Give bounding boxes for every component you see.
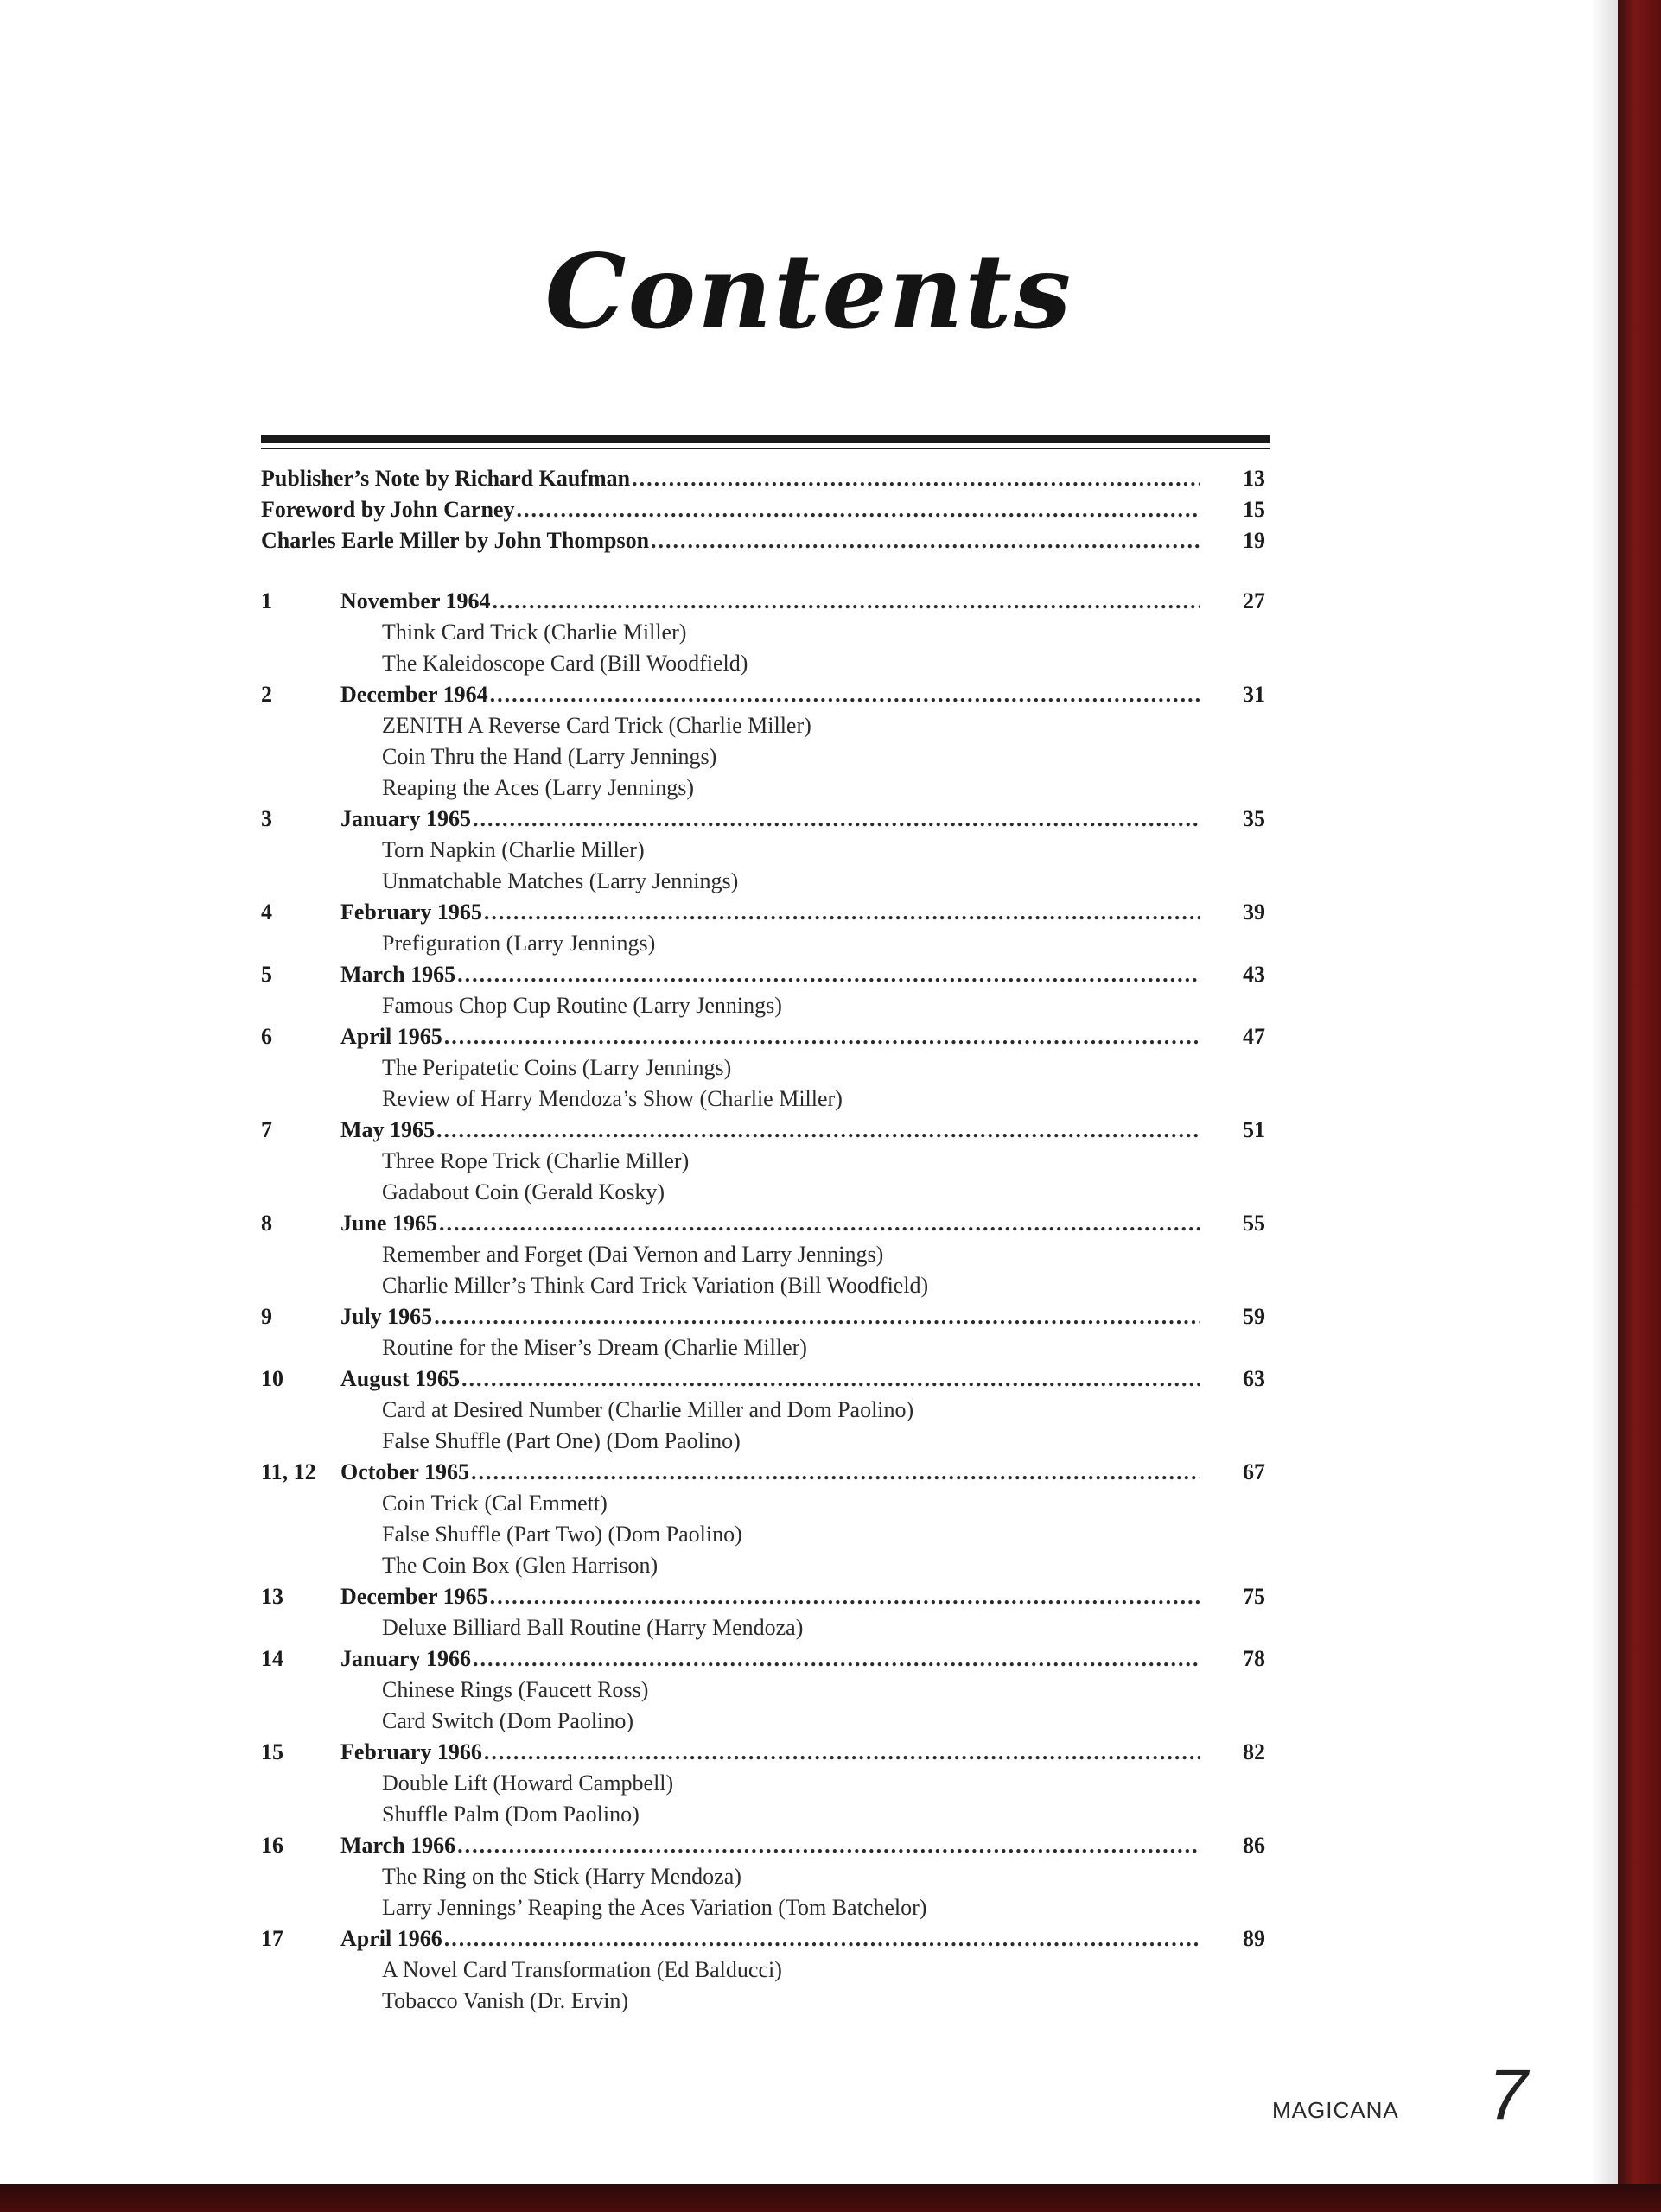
article-item: Charlie Miller’s Think Card Trick Variation (Bill Woodfield) xyxy=(382,1273,929,1298)
dot-leader xyxy=(651,525,1200,556)
entry xyxy=(340,1737,1208,1768)
entry-title: January 1965 xyxy=(340,806,471,831)
entry-title: August 1965 xyxy=(340,1366,460,1391)
entry-page-number: 31 xyxy=(1243,682,1265,707)
issue-number: 2 xyxy=(261,682,272,707)
entry-title: March 1966 xyxy=(340,1833,456,1858)
entry-page-number: 86 xyxy=(1243,1833,1265,1858)
article-item: Larry Jennings’ Reaping the Aces Variation (Tom Batchelor) xyxy=(382,1895,927,1920)
entry xyxy=(340,1581,1208,1612)
issue-number: 7 xyxy=(261,1117,272,1142)
entry-page-number: 19 xyxy=(1243,528,1265,553)
entry-page-number: 13 xyxy=(1243,466,1265,491)
entry-page-number: 27 xyxy=(1243,588,1265,613)
entry-page-number: 89 xyxy=(1243,1926,1265,1951)
dot-leader xyxy=(632,463,1200,494)
entry-page-number: 35 xyxy=(1243,806,1265,831)
article-item: Coin Thru the Hand (Larry Jennings) xyxy=(382,744,717,769)
entry xyxy=(340,1457,1208,1488)
entry-page-number: 51 xyxy=(1243,1117,1265,1142)
issue-row xyxy=(261,959,1265,990)
entry-page-number: 47 xyxy=(1243,1024,1265,1049)
dot-leader xyxy=(493,586,1200,617)
entry-title: December 1964 xyxy=(340,682,488,707)
entry-title: February 1966 xyxy=(340,1739,482,1764)
dot-leader xyxy=(439,1208,1200,1239)
entry xyxy=(340,804,1208,835)
article-item: Card at Desired Number (Charlie Miller and Dom Paolino) xyxy=(382,1397,914,1422)
entry-title: Publisher’s Note by Richard Kaufman xyxy=(261,466,631,491)
article-item: Routine for the Miser’s Dream (Charlie Miller) xyxy=(382,1335,807,1360)
dot-leader xyxy=(434,1301,1200,1332)
issue-number: 17 xyxy=(261,1926,283,1951)
entry-page-number: 59 xyxy=(1243,1304,1265,1329)
dot-leader xyxy=(457,959,1200,990)
article-item: Coin Trick (Cal Emmett) xyxy=(382,1491,608,1516)
issue-number: 10 xyxy=(261,1366,283,1391)
article-item: Remember and Forget (Dai Vernon and Larry Jennings) xyxy=(382,1242,884,1267)
entry-title: April 1965 xyxy=(340,1024,442,1049)
entry-page-number: 63 xyxy=(1243,1366,1265,1391)
issue-number: 15 xyxy=(261,1739,283,1764)
article-item: The Peripatetic Coins (Larry Jennings) xyxy=(382,1055,732,1080)
dot-leader xyxy=(484,1737,1200,1768)
entry-title: Charles Earle Miller by John Thompson xyxy=(261,528,650,553)
book-cover-edge-right xyxy=(1618,0,1661,2212)
dot-leader xyxy=(457,1830,1200,1861)
entry-title: October 1965 xyxy=(340,1459,469,1484)
issue-number: 8 xyxy=(261,1211,272,1236)
entry xyxy=(340,1208,1208,1239)
entry-title: June 1965 xyxy=(340,1211,437,1236)
entry xyxy=(261,525,1208,556)
entry xyxy=(261,494,1208,525)
article-item: False Shuffle (Part Two) (Dom Paolino) xyxy=(382,1522,742,1547)
issue-number: 5 xyxy=(261,962,272,987)
entry-page-number: 39 xyxy=(1243,899,1265,925)
entry-title: November 1964 xyxy=(340,588,491,613)
article-item: Three Rope Trick (Charlie Miller) xyxy=(382,1148,690,1173)
dot-leader xyxy=(473,804,1200,835)
entry-page-number: 82 xyxy=(1243,1739,1265,1764)
entry xyxy=(340,1021,1208,1052)
article-item: Chinese Rings (Faucett Ross) xyxy=(382,1677,649,1702)
article-item: ZENITH A Reverse Card Trick (Charlie Miller) xyxy=(382,713,811,738)
entry-title: Foreword by John Carney xyxy=(261,497,515,522)
entry xyxy=(340,1643,1208,1675)
issue-row xyxy=(261,1363,1265,1395)
issue-row xyxy=(261,586,1265,617)
dot-leader xyxy=(516,494,1200,525)
issue-row xyxy=(261,1737,1265,1768)
footer-brand: MAGICANA xyxy=(1272,2097,1399,2123)
issue-row xyxy=(261,679,1265,710)
entry-title: February 1965 xyxy=(340,899,482,925)
dot-leader xyxy=(444,1021,1200,1052)
entry-title: March 1965 xyxy=(340,962,456,987)
footer-page-number: 7 xyxy=(1488,2056,1528,2134)
article-item: Think Card Trick (Charlie Miller) xyxy=(382,620,687,645)
entry xyxy=(340,1301,1208,1332)
dot-leader xyxy=(471,1457,1200,1488)
issue-number: 3 xyxy=(261,806,272,831)
entry xyxy=(340,959,1208,990)
article-item: Card Switch (Dom Paolino) xyxy=(382,1708,634,1733)
dot-leader xyxy=(444,1923,1200,1955)
issue-row xyxy=(261,1115,1265,1146)
entry-page-number: 75 xyxy=(1243,1584,1265,1609)
dot-leader xyxy=(473,1643,1200,1675)
issue-number: 11, 12 xyxy=(261,1459,316,1484)
issue-number: 13 xyxy=(261,1584,283,1609)
entry xyxy=(340,679,1208,710)
issue-row xyxy=(261,1021,1265,1052)
article-item: Double Lift (Howard Campbell) xyxy=(382,1770,674,1796)
issue-row xyxy=(261,1581,1265,1612)
entry xyxy=(340,586,1208,617)
issue-number: 4 xyxy=(261,899,272,925)
entry-page-number: 78 xyxy=(1243,1646,1265,1671)
issue-row xyxy=(261,804,1265,835)
article-item: False Shuffle (Part One) (Dom Paolino) xyxy=(382,1428,741,1453)
article-item: Famous Chop Cup Routine (Larry Jennings) xyxy=(382,993,782,1018)
page-title: Contents xyxy=(544,232,1073,352)
issue-row xyxy=(261,1208,1265,1239)
issue-number: 6 xyxy=(261,1024,272,1049)
article-item: Prefiguration (Larry Jennings) xyxy=(382,931,656,956)
article-item: Review of Harry Mendoza’s Show (Charlie Miller) xyxy=(382,1086,843,1111)
dot-leader xyxy=(490,1581,1200,1612)
book-cover-edge-bottom xyxy=(0,2184,1661,2212)
table-of-contents xyxy=(261,463,1265,2017)
section-gap xyxy=(261,556,1265,586)
entry xyxy=(340,1923,1208,1955)
article-item: Gadabout Coin (Gerald Kosky) xyxy=(382,1179,665,1205)
issue-row xyxy=(261,1923,1265,1955)
article-item: The Ring on the Stick (Harry Mendoza) xyxy=(382,1864,741,1889)
article-item: Unmatchable Matches (Larry Jennings) xyxy=(382,868,739,893)
entry xyxy=(340,1115,1208,1146)
title-rule-thin xyxy=(261,448,1270,449)
entry-title: April 1966 xyxy=(340,1926,442,1951)
entry-page-number: 55 xyxy=(1243,1211,1265,1236)
entry xyxy=(340,1363,1208,1395)
issue-row xyxy=(261,1830,1265,1861)
entry-title: December 1965 xyxy=(340,1584,488,1609)
issue-row xyxy=(261,1643,1265,1675)
front-matter-row xyxy=(261,525,1265,556)
dot-leader xyxy=(461,1363,1200,1395)
dot-leader xyxy=(490,679,1200,710)
issue-number: 16 xyxy=(261,1833,283,1858)
article-item: The Coin Box (Glen Harrison) xyxy=(382,1553,659,1578)
entry-title: July 1965 xyxy=(340,1304,433,1329)
issue-row xyxy=(261,1457,1265,1488)
article-item: Reaping the Aces (Larry Jennings) xyxy=(382,775,695,800)
front-matter-row xyxy=(261,463,1265,494)
issue-number: 9 xyxy=(261,1304,272,1329)
issue-row xyxy=(261,897,1265,928)
title-rule-thick xyxy=(261,435,1270,443)
article-item: The Kaleidoscope Card (Bill Woodfield) xyxy=(382,651,748,676)
article-item: Torn Napkin (Charlie Miller) xyxy=(382,837,645,862)
entry-title: May 1965 xyxy=(340,1117,436,1142)
dot-leader xyxy=(484,897,1200,928)
issue-number: 1 xyxy=(261,588,272,613)
article-item: A Novel Card Transformation (Ed Balducci) xyxy=(382,1957,782,1982)
entry-page-number: 43 xyxy=(1243,962,1265,987)
dot-leader xyxy=(436,1115,1200,1146)
entry-title: January 1966 xyxy=(340,1646,471,1671)
entry-page-number: 67 xyxy=(1243,1459,1265,1484)
front-matter-row xyxy=(261,494,1265,525)
entry xyxy=(261,463,1208,494)
issue-row xyxy=(261,1301,1265,1332)
entry-page-number: 15 xyxy=(1243,497,1265,522)
article-item: Tobacco Vanish (Dr. Ervin) xyxy=(382,1988,629,2013)
article-item: Shuffle Palm (Dom Paolino) xyxy=(382,1802,640,1827)
entry xyxy=(340,1830,1208,1861)
issue-number: 14 xyxy=(261,1646,283,1671)
entry xyxy=(340,897,1208,928)
article-item: Deluxe Billiard Ball Routine (Harry Mendoza) xyxy=(382,1615,804,1640)
